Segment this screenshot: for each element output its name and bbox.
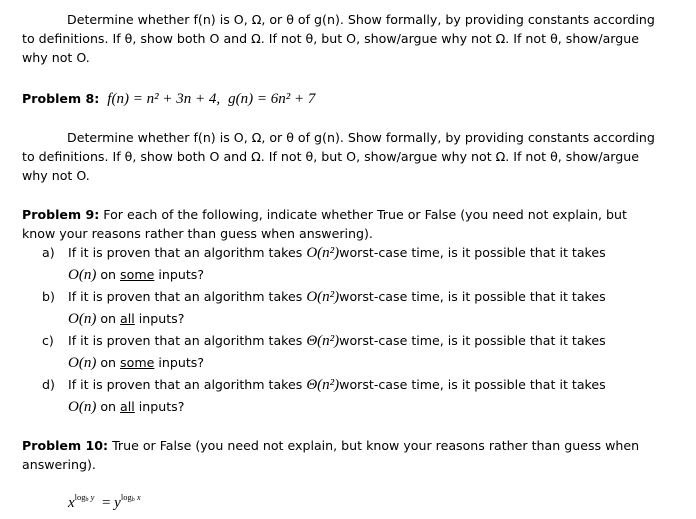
instruction-paragraph-2: Determine whether f(n) is O, Ω, or θ of g(n). Show formally, by providing constants according to definitions. If θ, show both O and Ω. If not θ, but O, show/argue why not Ω. If not θ, show/argue why not O. [22, 130, 655, 183]
problem-8-f: f(n) = n² + 3n + 4, [107, 91, 221, 107]
problem-8 [22, 89, 662, 109]
problem-9-text: For each of the following, indicate whether True or False (you need not explain, but know your reasons rather than guess when answering). [22, 207, 627, 241]
problem-10-formula: $x^{log_b y} = y^{log_b x}$ [68, 492, 141, 511]
problem-10-text: True or False (you need not explain, but know your reasons rather than guess when answering). [22, 438, 640, 472]
document: Determine whether f(n) is O, Ω, or θ of g(n). Show formally, by providing constants according to definitions. If θ, show both O and Ω. If not θ, but O, show/argue why not Ω. If not θ, show/argue why not O. Problem 8: f(n) = n² + 3n + 4, g(n) = 6n² + 7 Determine whether f(n) is O, Ω, or θ of g(n). Show formally, by providing constants according to definitions. If θ, show both O and Ω. If not θ, but O, show/argue why not Ω. If not θ, show/argue why not O. Problem 9: For each of the following, indicate whether True or False (you need not explain, but know your reasons rather than guess when answering). a) If it is proven that an algorithm takes O(n²)worst-case time, is it possible that it takes O(n) on some inputs? b) If it is proven that an algorithm takes O(n²)worst-case time, is it possible that it takes O(n) on all inputs? c) If it is proven that an algorithm takes Θ(n²)worst-case time, is it possible that it takes O(n) on some inputs? d) If it is proven that an algorithm takes Θ(n²)worst-case time, is it possible that it takes O(n) on all inputs? Problem 10: True or False (you need not explain, but know your reasons rather than guess when answering). $x^{log_b y} = y^{log_b x}$ [0, 0, 696, 519]
instruction-paragraph-1: Determine whether f(n) is O, Ω, or θ of g(n). Show formally, by providing constants according to definitions. If θ, show both O and Ω. If not θ, but O, show/argue why not Ω. If not θ, show/argue why not O. [22, 12, 655, 65]
problem-10-intro [22, 436, 662, 474]
problem-9-intro [22, 205, 662, 243]
problem-10-label: Problem 10: [22, 438, 109, 453]
problem-9-label: Problem 9: [22, 207, 100, 222]
problem-8-label: Problem 8: [22, 91, 100, 106]
problem-8-g: g(n) = 6n² + 7 [228, 91, 316, 107]
